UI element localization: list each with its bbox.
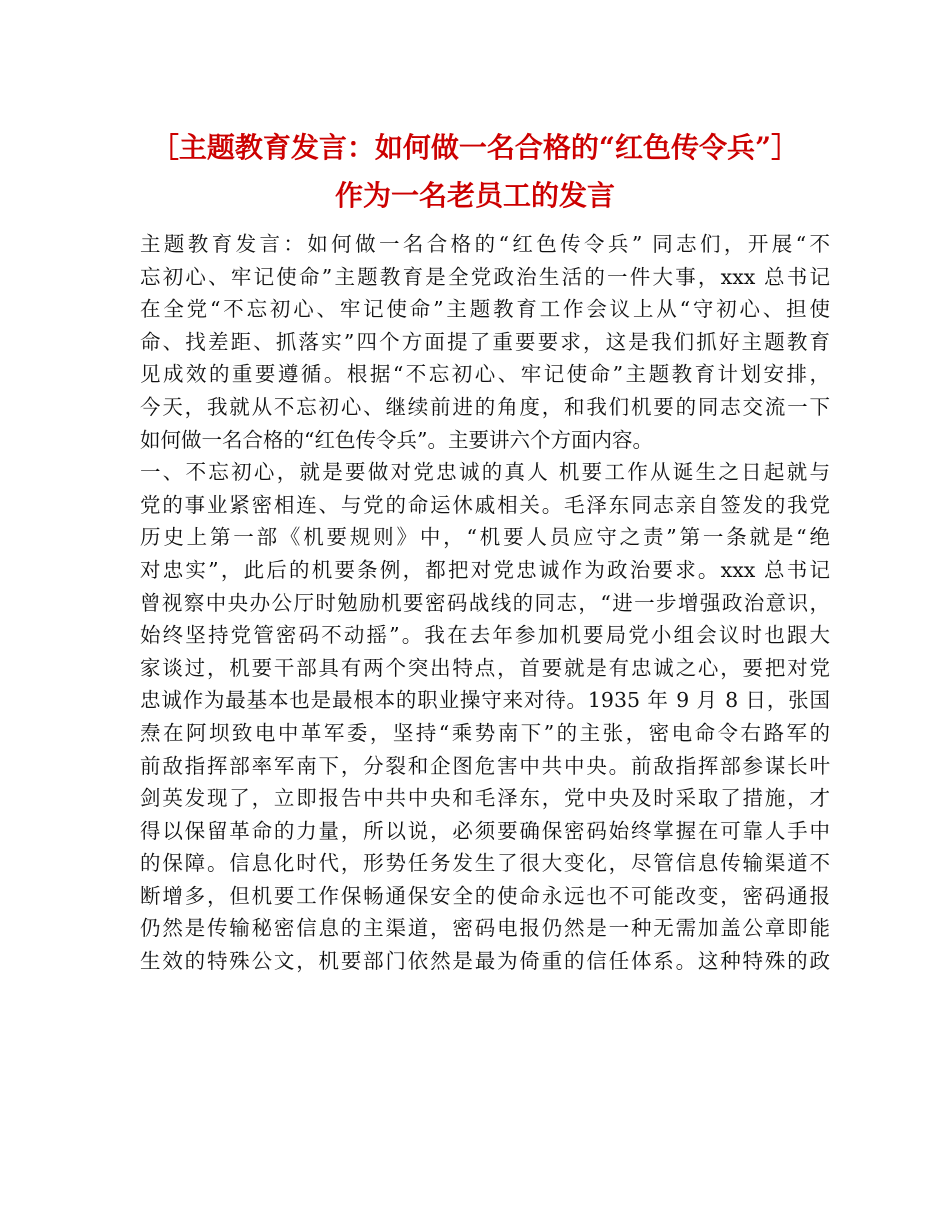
body-line: 忘初心、牢记使命”主题教育是全党政治生活的一件大事，xxx 总书记	[140, 264, 830, 289]
body-line: 在全党“不忘初心、牢记使命”主题教育工作会议上从“守初心、担使	[140, 297, 830, 322]
body-line: 对忠实”，此后的机要条例，都把对党忠诚作为政治要求。xxx 总书记	[140, 557, 830, 582]
body-line: 的保障。信息化时代，形势任务发生了很大变化，尽管信息传输渠道不	[140, 851, 830, 876]
body-line: 焘在阿坝致电中革军委，坚持“乘势南下”的主张，密电命令右路军的	[140, 720, 830, 745]
body-line: 断增多，但机要工作保畅通保安全的使命永远也不可能改变，密码通报	[140, 883, 830, 908]
body-line: 仍然是传输秘密信息的主渠道，密码电报仍然是一种无需加盖公章即能	[140, 916, 830, 941]
body-line: 党的事业紧密相连、与党的命运休戚相关。毛泽东同志亲自签发的我党	[140, 492, 830, 517]
body-line: 前敌指挥部率军南下，分裂和企图危害中共中央。前敌指挥部参谋长叶	[140, 753, 830, 778]
document-title-line-1: ［主题教育发言：如何做一名合格的“红色传令兵”］	[150, 131, 800, 164]
body-line: 剑英发现了，立即报告中共中央和毛泽东，党中央及时采取了措施，才	[140, 786, 830, 811]
body-line: 主题教育发言：如何做一名合格的“红色传令兵” 同志们，开展“不	[140, 232, 830, 256]
document-body	[140, 228, 830, 978]
body-line: 曾视察中央办公厅时勉励机要密码战线的同志，“进一步增强政治意识，	[140, 590, 830, 615]
body-line: 如何做一名合格的“红色传令兵”。主要讲六个方面内容。	[140, 427, 653, 452]
body-line: 家谈过，机要干部具有两个突出特点，首要就是有忠诚之心，要把对党	[140, 655, 830, 680]
body-line: 始终坚持党管密码不动摇”。我在去年参加机要局党小组会议时也跟大	[140, 623, 830, 648]
body-line: 一、不忘初心，就是要做对党忠诚的真人 机要工作从诞生之日起就与	[140, 460, 830, 485]
body-line: 历史上第一部《机要规则》中，“机要人员应守之责”第一条就是“绝	[140, 525, 830, 550]
body-line: 得以保留革命的力量，所以说，必须要确保密码始终掌握在可靠人手中	[140, 818, 830, 843]
body-line: 命、找差距、抓落实”四个方面提了重要要求，这是我们抓好主题教育	[140, 329, 830, 354]
body-line: 忠诚作为最基本也是最根本的职业操守来对待。1935 年 9 月 8 日，张国	[140, 688, 830, 713]
document-title-line-2: 作为一名老员工的发言	[334, 179, 615, 212]
body-line: 生效的特殊公文，机要部门依然是最为倚重的信任体系。这种特殊的政	[140, 949, 830, 974]
body-line: 今天，我就从不忘初心、继续前进的角度，和我们机要的同志交流一下	[140, 394, 830, 419]
body-line: 见成效的重要遵循。根据“不忘初心、牢记使命”主题教育计划安排，	[140, 362, 830, 387]
